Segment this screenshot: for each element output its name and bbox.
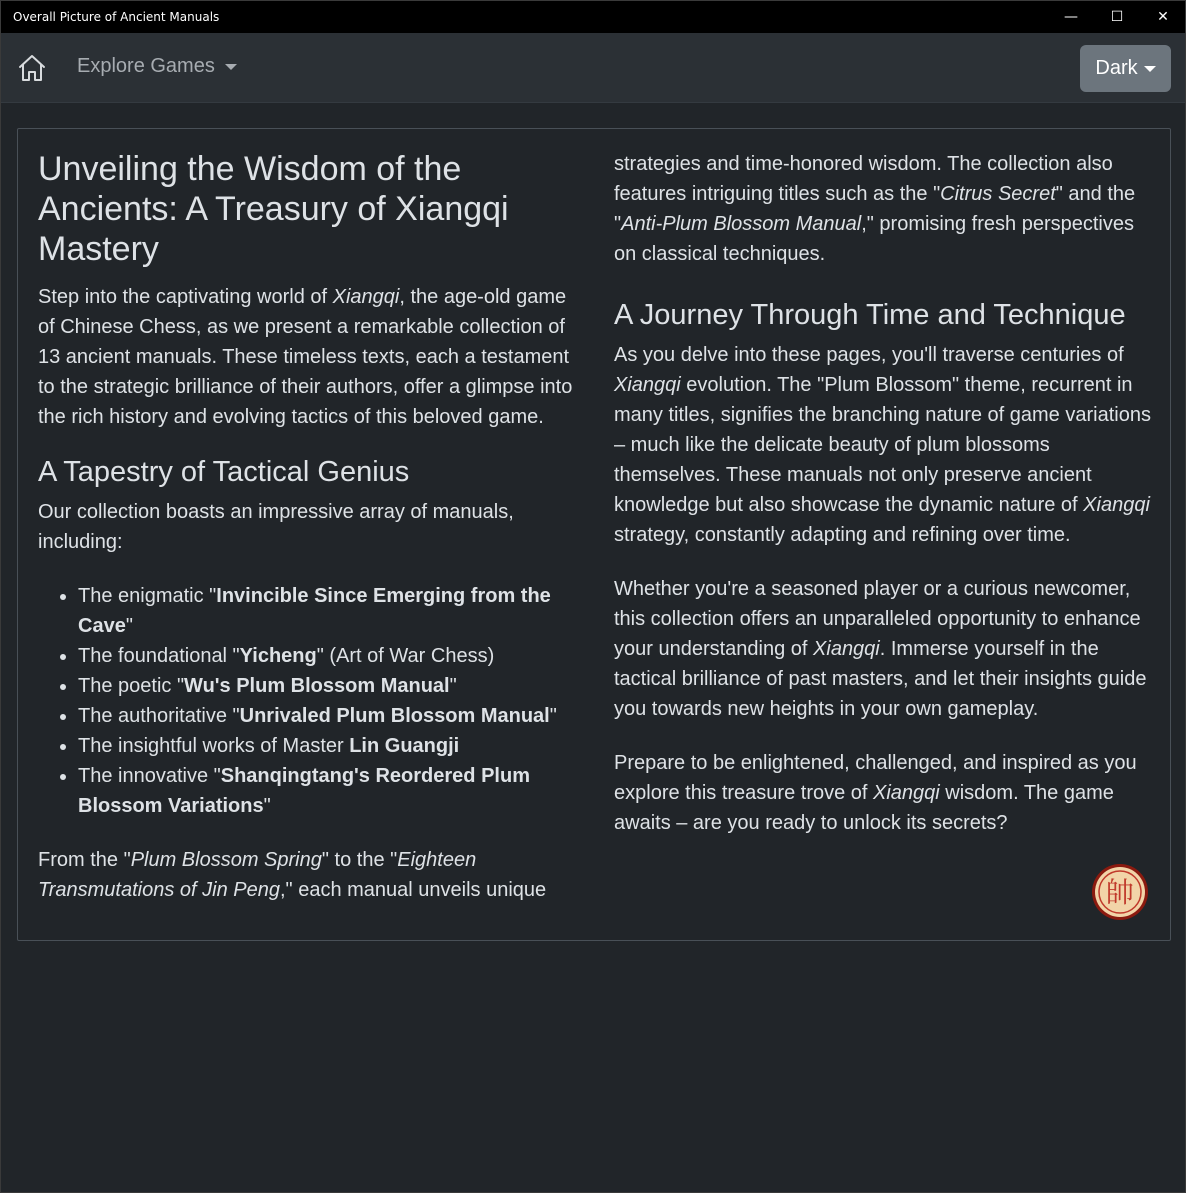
caret-down-icon [1144, 66, 1156, 72]
emblem-glyph: 帥 [1105, 876, 1135, 909]
closing-call-paragraph: Prepare to be enlightened, challenged, and inspired as you explore this treasure trove of Xiangqi wisdom. The game awaits – are you ready to unlock its secrets? [614, 752, 1137, 834]
minimize-button[interactable]: — [1064, 9, 1078, 25]
list-item: • The foundational "Yicheng" (Art of War Chess) [78, 641, 578, 671]
closing-paragraph-start: From the "Plum Blossom Spring" to the "Eighteen Transmutations of Jin Peng," each manual unveils unique [38, 849, 547, 901]
page-title: Unveiling the Wisdom of the Ancients: A Treasury of Xiangqi Mastery [38, 150, 509, 268]
maximize-button[interactable]: ☐ [1110, 9, 1124, 25]
explore-games-label: Explore Games [77, 55, 215, 77]
article-right-column [614, 129, 1159, 862]
article-card [17, 128, 1171, 941]
title-bar [1, 1, 1185, 33]
xiangqi-general-piece-icon [1091, 863, 1149, 921]
list-item: • The poetic "Wu's Plum Blossom Manual" [78, 671, 578, 701]
explore-games-dropdown[interactable] [77, 55, 237, 78]
window-title: Overall Picture of Ancient Manuals [13, 10, 220, 24]
closing-paragraph-continued: strategies and time-honored wisdom. The collection also features intriguing titles such as the "Citrus Secret" and the "Anti-Plum Blossom Manual," promising fresh perspectives on classical techniques. [614, 153, 1136, 265]
list-item: • The insightful works of Master Lin Guangji [78, 731, 578, 761]
close-button[interactable]: ✕ [1157, 9, 1169, 25]
list-item: • The authoritative "Unrivaled Plum Blossom Manual" [78, 701, 578, 731]
navbar [1, 33, 1185, 103]
section-heading-journey: A Journey Through Time and Technique [614, 299, 1126, 331]
theme-label: Dark [1095, 57, 1138, 79]
manual-list [78, 581, 578, 821]
newcomer-paragraph: Whether you're a seasoned player or a curious newcomer, this collection offers an unparalleled opportunity to enhance your understanding of Xiangqi. Immerse yourself in the tactical brilliance of past masters, and let their insights guide you towards new heights in your own gameplay. [614, 578, 1147, 720]
theme-dropdown-button[interactable] [1080, 45, 1171, 92]
section-heading-tapestry: A Tapestry of Tactical Genius [38, 456, 410, 488]
home-icon[interactable] [17, 53, 47, 83]
list-item: • The enigmatic "Invincible Since Emerging from the Cave" [78, 581, 578, 641]
section-lead: Our collection boasts an impressive array of manuals, including: [38, 501, 514, 553]
list-item: • The innovative "Shanqingtang's Reordered Plum Blossom Variations" [78, 761, 578, 821]
caret-down-icon [225, 64, 237, 70]
intro-paragraph: Step into the captivating world of Xiangqi, the age-old game of Chinese Chess, as we present a remarkable collection of 13 ancient manuals. These timeless texts, each a testament to the strategic brilliance of their authors, offer a glimpse into the rich history and evolving tactics of this beloved game. [38, 286, 573, 428]
article-left-column [38, 129, 578, 929]
journey-paragraph: As you delve into these pages, you'll traverse centuries of Xiangqi evolution. The "Plum Blossom" theme, recurrent in many titles, signifies the branching nature of game variations – much like the delicate beauty of plum blossoms themselves. These manuals not only preserve ancient knowledge but also showcase the dynamic nature of Xiangqi strategy, constantly adapting and refining over time. [614, 344, 1151, 546]
